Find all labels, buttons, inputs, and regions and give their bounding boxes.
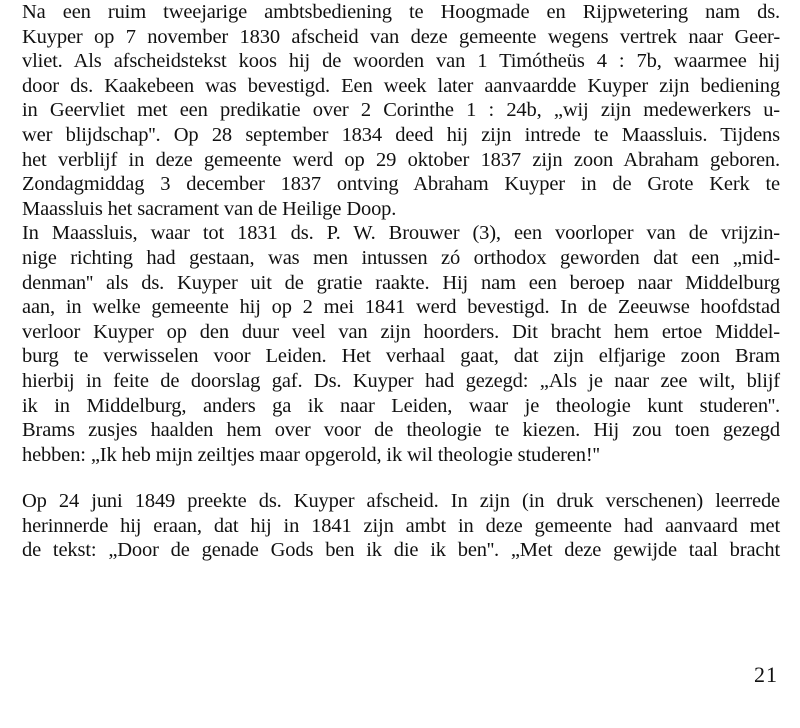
text-line: Kuyper op 7 november 1830 afscheid van deze gemeente wegens vertrek naar Geer- — [22, 25, 780, 48]
text-line: In Maassluis, waar tot 1831 ds. P. W. Brouwer (3), een voorloper van de vrijzin- — [22, 222, 780, 245]
text-line: vliet. Als afscheidstekst koos hij de woorden van 1 Timótheüs 4 : 7b, waarmee hij — [22, 50, 780, 73]
paragraph-1 — [22, 0, 780, 221]
text-line: nige richting had gestaan, was men intussen zó orthodox geworden dat een „mid- — [22, 246, 780, 269]
paragraph-3 — [22, 489, 780, 563]
page-number: 21 — [754, 662, 778, 687]
text-line: ik in Middelburg, anders ga ik naar Leiden, waar je theologie kunt studeren''. — [22, 394, 780, 417]
text-line: herinnerde hij eraan, dat hij in 1841 zijn ambt in deze gemeente had aanvaard met — [22, 514, 780, 537]
text-line: denman'' als ds. Kuyper uit de gratie raakte. Hij nam een beroep naar Middelburg — [22, 271, 780, 294]
text-line: Maassluis het sacrament van de Heilige Doop. — [22, 197, 397, 220]
paragraph-2 — [22, 221, 780, 467]
text-line: hierbij in feite de doorslag gaf. Ds. Kuyper had gezegd: „Als je naar zee wilt, blijf — [22, 369, 780, 392]
text-line: aan, in welke gemeente hij op 2 mei 1841 werd bevestigd. In de Zeeuwse hoofdstad — [22, 296, 780, 319]
text-line: Na een ruim tweejarige ambtsbediening te Hoogmade en Rijpwetering nam ds. — [22, 1, 780, 23]
text-line: Zondagmiddag 3 december 1837 ontving Abraham Kuyper in de Grote Kerk te — [22, 173, 780, 196]
text-line: verloor Kuyper op den duur veel van zijn hoorders. Dit bracht hem ertoe Middel- — [22, 320, 780, 343]
text-line: Op 24 juni 1849 preekte ds. Kuyper afscheid. In zijn (in druk verschenen) leerrede — [22, 490, 780, 513]
text-line: wer blijdschap''. Op 28 september 1834 deed hij zijn intrede te Maassluis. Tijdens — [22, 123, 780, 146]
text-line: burg te verwisselen voor Leiden. Het verhaal gaat, dat zijn elfjarige zoon Bram — [22, 345, 780, 368]
document-page — [22, 0, 780, 563]
text-line: in Geervliet met een predikatie over 2 Corinthe 1 : 24b, „wij zijn medewerkers u- — [22, 99, 780, 122]
text-line: Brams zusjes haalden hem over voor de theologie te kiezen. Hij zou toen gezegd — [22, 419, 780, 442]
text-line: door ds. Kaakebeen was bevestigd. Een week later aanvaardde Kuyper zijn bediening — [22, 74, 780, 97]
text-line: de tekst: „Door de genade Gods ben ik die ik ben''. „Met deze gewijde taal bracht — [22, 539, 780, 562]
text-line: het verblijf in deze gemeente werd op 29 oktober 1837 zijn zoon Abraham geboren. — [22, 148, 780, 171]
text-line: hebben: „Ik heb mijn zeiltjes maar opgerold, ik wil theologie studeren!'' — [22, 443, 600, 466]
